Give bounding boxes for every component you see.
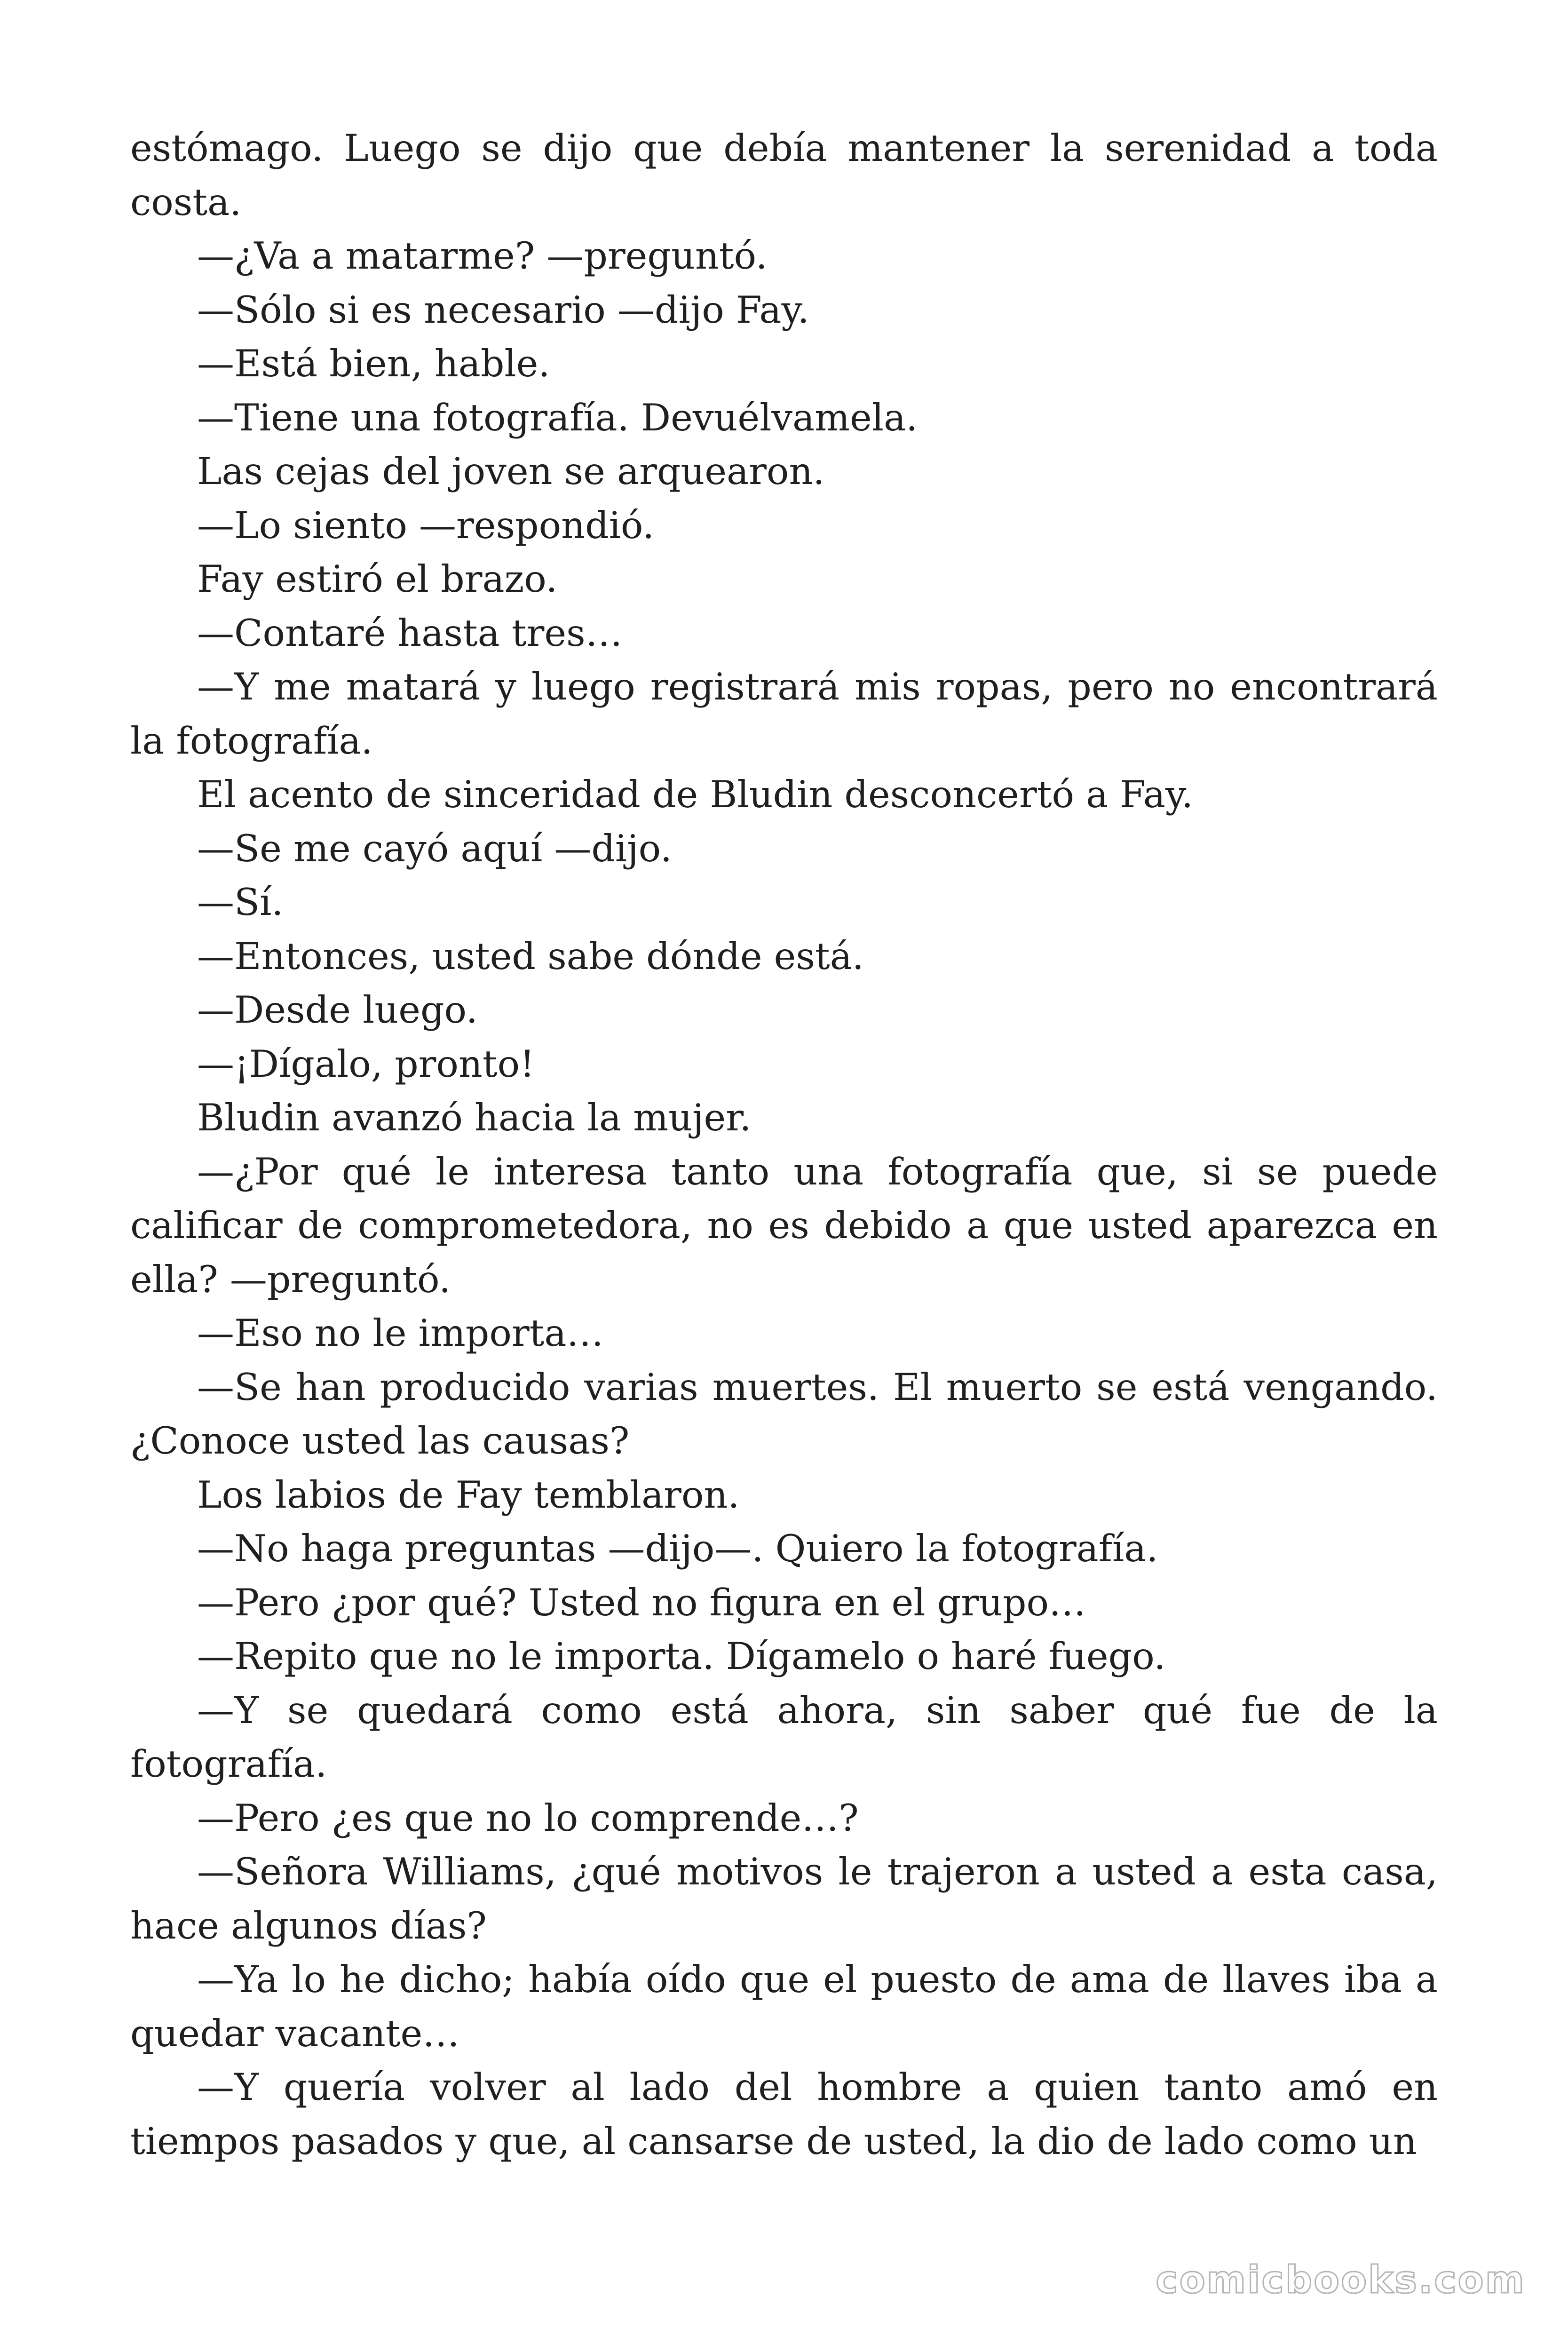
paragraph: —Se han producido varias muertes. El muerto se está vengando. ¿Conoce usted las causas? xyxy=(130,1365,1438,1462)
paragraph: —Eso no le importa… xyxy=(197,1311,604,1355)
paragraph: —Pero ¿es que no lo comprende…? xyxy=(197,1796,859,1840)
paragraph: —Repito que no le importa. Dígamelo o haré fuego. xyxy=(197,1635,1166,1678)
paragraph: —Tiene una fotografía. Devuélvamela. xyxy=(197,396,918,439)
paragraph: estómago. Luego se dijo que debía mantener la serenidad a toda costa. xyxy=(130,127,1438,224)
paragraph: —Pero ¿por qué? Usted no figura en el grupo… xyxy=(197,1581,1086,1624)
paragraph: —¿Por qué le interesa tanto una fotografía que, si se puede calificar de comprometedora, no es debido a que usted aparezca en ella? —preguntó. xyxy=(130,1150,1438,1301)
paragraph: —Está bien, hable. xyxy=(197,342,550,385)
paragraph: —Lo siento —respondió. xyxy=(197,503,655,547)
paragraph: —Ya lo he dicho; había oído que el puesto de ama de llaves iba a quedar vacante… xyxy=(130,1958,1438,2055)
paragraph: —¿Va a matarme? —preguntó. xyxy=(197,234,768,278)
paragraph: —Contaré hasta tres… xyxy=(197,611,623,655)
paragraph: —Y me matará y luego registrará mis ropas, pero no encontrará la fotografía. xyxy=(130,665,1438,763)
paragraph: —Y se quedará como está ahora, sin saber qué fue de la fotografía. xyxy=(130,1688,1438,1786)
paragraph: —Sólo si es necesario —dijo Fay. xyxy=(197,288,809,332)
paragraph: Bludin avanzó hacia la mujer. xyxy=(197,1096,752,1139)
body-text xyxy=(130,121,1438,2168)
paragraph: El acento de sinceridad de Bludin desconcertó a Fay. xyxy=(197,773,1194,816)
paragraph: —Y quería volver al lado del hombre a quien tanto amó en tiempos pasados y que, al cansarse de usted, la dio de lado como un xyxy=(130,2066,1438,2163)
paragraph: —Sí. xyxy=(197,881,284,924)
paragraph: Las cejas del joven se arquearon. xyxy=(197,450,825,493)
paragraph: —Señora Williams, ¿qué motivos le trajeron a usted a esta casa, hace algunos días? xyxy=(130,1850,1438,1947)
paragraph: Los labios de Fay temblaron. xyxy=(197,1473,740,1517)
paragraph: —¡Dígalo, pronto! xyxy=(197,1042,535,1086)
paragraph: —Desde luego. xyxy=(197,988,478,1032)
paragraph: —Entonces, usted sabe dónde está. xyxy=(197,934,864,978)
watermark: comicbooks.com xyxy=(1156,2258,1526,2302)
paragraph: Fay estiró el brazo. xyxy=(197,557,558,601)
paragraph: —No haga preguntas —dijo—. Quiero la fotografía. xyxy=(197,1527,1158,1570)
paragraph: —Se me cayó aquí —dijo. xyxy=(197,826,672,870)
